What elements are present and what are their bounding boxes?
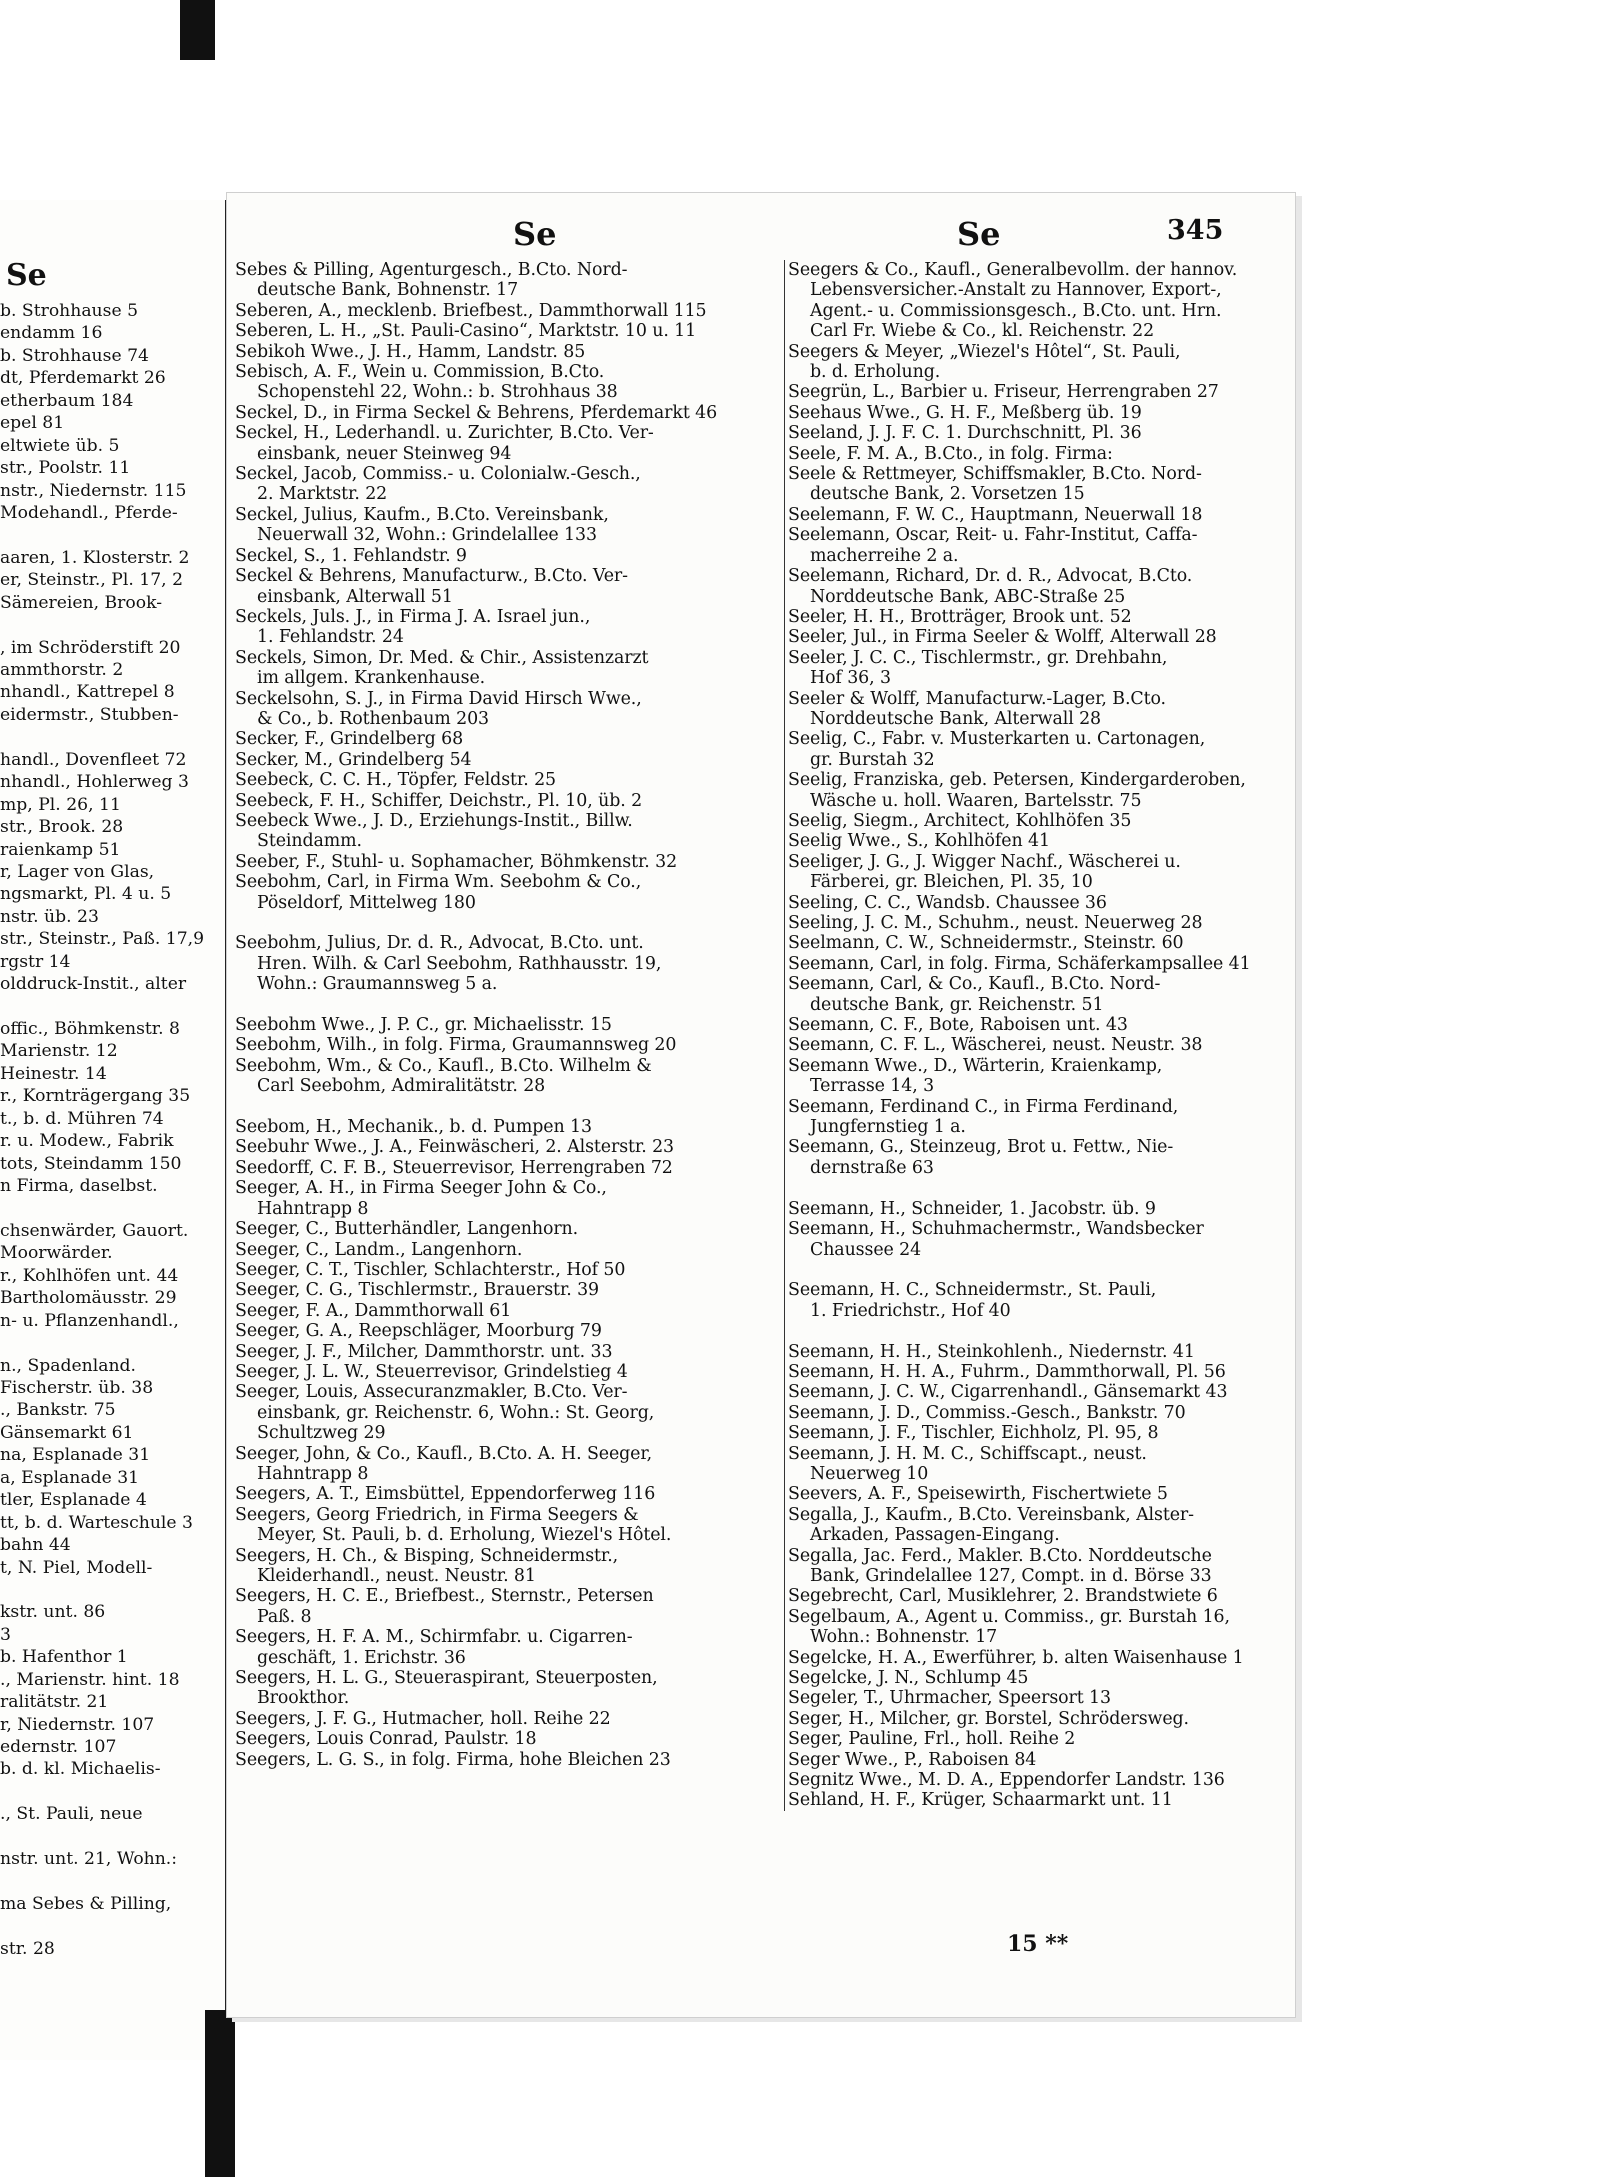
directory-entry-line: Wohn.: Graumannsweg 5 a. xyxy=(257,974,498,995)
directory-entry-line: epel 81 xyxy=(0,413,65,434)
directory-entry-line: Seemann, J. H. M. C., Schiffscapt., neust. xyxy=(788,1443,1147,1464)
directory-entry-line: Seevers, A. F., Speisewirth, Fischertwiete 5 xyxy=(788,1484,1168,1505)
directory-entry-line: geschäft, 1. Erichstr. 36 xyxy=(257,1647,466,1668)
directory-entry-line: Hof 36, 3 xyxy=(810,668,891,689)
directory-entry-line: mp, Pl. 26, 11 xyxy=(0,794,121,815)
directory-entry-line: dernstraße 63 xyxy=(810,1157,934,1178)
directory-entry-line: Seebohm, Wilh., in folg. Firma, Graumannsweg 20 xyxy=(235,1035,677,1056)
column-header-right: Se xyxy=(957,215,1001,253)
directory-entry-line: Seegers, Louis Conrad, Paulstr. 18 xyxy=(235,1729,537,1750)
directory-entry-line: Sebikoh Wwe., J. H., Hamm, Landstr. 85 xyxy=(235,341,586,362)
directory-entry-line: t, N. Piel, Modell- xyxy=(0,1557,153,1578)
directory-entry-line: Schopenstehl 22, Wohn.: b. Strohhaus 38 xyxy=(257,382,618,403)
directory-entry-line: er, Steinstr., Pl. 17, 2 xyxy=(0,570,184,591)
directory-entry-line: olddruck-Instit., alter xyxy=(0,974,187,995)
directory-entry-line: Segelcke, H. A., Ewerführer, b. alten Waisenhause 1 xyxy=(788,1647,1244,1668)
directory-entry-line: Seeger, C., Landm., Langenhorn. xyxy=(235,1239,523,1260)
directory-entry-line: n Firma, daselbst. xyxy=(0,1176,158,1197)
directory-entry-line xyxy=(0,726,225,748)
directory-entry-line: Seckel, Jacob, Commiss.- u. Colonialw.-Gesch., xyxy=(235,464,641,485)
directory-entry-line: b. Hafenthor 1 xyxy=(0,1647,128,1668)
directory-entry-line: Modehandl., Pferde- xyxy=(0,502,178,523)
directory-entry-line: Seeger, C. T., Tischler, Schlachterstr., Hof 50 xyxy=(235,1259,626,1280)
directory-entry-line: Seele, F. M. A., B.Cto., in folg. Firma: xyxy=(788,443,1113,464)
directory-entry-line: Seemann, J. C. W., Cigarrenhandl., Gänsemarkt 43 xyxy=(788,1382,1228,1403)
directory-entry-line xyxy=(0,614,225,636)
directory-entry-line: Seckel, D., in Firma Seckel & Behrens, Pferdemarkt 46 xyxy=(235,402,718,423)
directory-entry-line: Paß. 8 xyxy=(257,1606,312,1627)
directory-entry-line: Seeger, Louis, Assecuranzmakler, B.Cto. Ver- xyxy=(235,1382,628,1403)
directory-entry-line: Seemann, G., Steinzeug, Brot u. Fettw., Nie- xyxy=(788,1137,1174,1158)
directory-entry-line: Hren. Wilh. & Carl Seebohm, Rathhausstr. 19, xyxy=(257,953,662,974)
directory-entry-line: deutsche Bank, 2. Vorsetzen 15 xyxy=(810,484,1085,505)
binding-spine xyxy=(205,2010,235,2177)
directory-entry-line: Seegers, H. C. E., Briefbest., Sternstr., Petersen xyxy=(235,1586,654,1607)
directory-entry-line xyxy=(0,1579,225,1601)
directory-entry-line: Seemann, H., Schuhmachermstr., Wandsbecker xyxy=(788,1219,1204,1240)
directory-entry-line: Seeler, J. C. C., Tischlermstr., gr. Drehbahn, xyxy=(788,647,1168,668)
directory-entry-line: Seemann, J. D., Commiss.-Gesch., Bankstr. 70 xyxy=(788,1402,1186,1423)
directory-entry-line: Moorwärder. xyxy=(0,1243,113,1264)
directory-entry-line: Norddeutsche Bank, Alterwall 28 xyxy=(810,708,1102,729)
directory-entry-line: Färberei, gr. Bleichen, Pl. 35, 10 xyxy=(810,872,1093,893)
directory-entry-line: Carl Fr. Wiebe & Co., kl. Reichenstr. 22 xyxy=(810,321,1155,342)
left-page-lines xyxy=(0,300,225,1960)
directory-entry-line: ralitätstr. 21 xyxy=(0,1692,109,1713)
directory-entry-line: Seegers, L. G. S., in folg. Firma, hohe Bleichen 23 xyxy=(235,1749,671,1770)
directory-entry-line: b. Strohhause 74 xyxy=(0,345,149,366)
directory-entry-line: Seberen, L. H., „St. Pauli-Casino“, Marktstr. 10 u. 11 xyxy=(235,321,697,342)
directory-entry-line: Seberen, A., mecklenb. Briefbest., Dammthorwall 115 xyxy=(235,300,707,321)
directory-entry-line xyxy=(0,1916,225,1938)
directory-entry-line: str. 28 xyxy=(0,1938,55,1959)
directory-entry-line: edernstr. 107 xyxy=(0,1737,117,1757)
directory-entry-line: Segnitz Wwe., M. D. A., Eppendorfer Landstr. 136 xyxy=(788,1770,1225,1791)
left-page-fragment xyxy=(0,200,227,2060)
directory-entry-line: Seeler, H. H., Brotträger, Brook unt. 52 xyxy=(788,606,1132,627)
directory-entry-line xyxy=(235,1097,780,1117)
directory-entry-line: endamm 16 xyxy=(0,323,103,344)
directory-entry-line: Seeler, Jul., in Firma Seeler & Wolff, Alterwall 28 xyxy=(788,627,1217,648)
directory-entry-line: offic., Böhmkenstr. 8 xyxy=(0,1019,180,1039)
directory-entry-line: Seeger, C. G., Tischlermstr., Brauerstr. 39 xyxy=(235,1280,600,1301)
directory-entry-line: nstr., Niedernstr. 115 xyxy=(0,480,187,501)
directory-entry-line: Secker, M., Grindelberg 54 xyxy=(235,749,472,770)
directory-entry-line: Seeling, J. C. M., Schuhm., neust. Neuerweg 28 xyxy=(788,913,1203,933)
directory-entry-line: & Co., b. Rothenbaum 203 xyxy=(257,708,490,729)
directory-entry-line: nhandl., Kattrepel 8 xyxy=(0,682,175,703)
directory-entry-line: Segalla, J., Kaufm., B.Cto. Vereinsbank, Alster- xyxy=(788,1504,1194,1525)
directory-entry-line: Seeler & Wolff, Manufacturw.-Lager, B.Cto. xyxy=(788,688,1166,709)
directory-entry-line: Seemann, Ferdinand C., in Firma Ferdinand, xyxy=(788,1096,1179,1117)
directory-entry-line xyxy=(788,1260,1293,1280)
directory-entry-line xyxy=(235,913,780,933)
directory-entry-line: Fischerstr. üb. 38 xyxy=(0,1378,154,1398)
directory-entry-line: Seebohm, Julius, Dr. d. R., Advocat, B.Cto. unt. xyxy=(235,933,644,954)
directory-entry-line: Seeger, John, & Co., Kaufl., B.Cto. A. H. Seeger, xyxy=(235,1443,653,1464)
directory-entry-line: gr. Burstah 32 xyxy=(810,749,935,770)
directory-entry-line: b. Strohhause 5 xyxy=(0,301,139,321)
directory-entry-line: Segeler, T., Uhrmacher, Speersort 13 xyxy=(788,1688,1111,1709)
directory-column-right xyxy=(784,260,1293,1811)
directory-entry-line: tots, Steindamm 150 xyxy=(0,1153,182,1174)
page-number: 345 xyxy=(1167,215,1224,246)
directory-entry-line: Seeger, C., Butterhändler, Langenhorn. xyxy=(235,1219,579,1240)
column-header-left: Se xyxy=(513,215,557,253)
directory-entry-line: Neuerwall 32, Wohn.: Grindelallee 133 xyxy=(257,525,597,546)
directory-entry-line: Terrasse 14, 3 xyxy=(810,1076,935,1097)
directory-entry-line: Seeliger, J. G., J. Wigger Nachf., Wäscherei u. xyxy=(788,851,1181,872)
directory-column-left xyxy=(235,260,780,1770)
directory-entry-line: Seckel, H., Lederhandl. u. Zurichter, B.Cto. Ver- xyxy=(235,423,654,444)
directory-entry-line: etherbaum 184 xyxy=(0,390,134,411)
directory-entry-line: Segelcke, J. N., Schlump 45 xyxy=(788,1668,1029,1689)
directory-entry-line: Heinestr. 14 xyxy=(0,1063,107,1084)
directory-entry-line: Marienstr. 12 xyxy=(0,1041,118,1062)
directory-entry-line: Kleiderhandl., neust. Neustr. 81 xyxy=(257,1566,536,1586)
directory-entry-line: Seelig, Siegm., Architect, Kohlhöfen 35 xyxy=(788,810,1132,831)
directory-entry-line: Sehland, H. F., Krüger, Schaarmarkt unt. 11 xyxy=(788,1790,1173,1811)
directory-entry-line: im allgem. Krankenhause. xyxy=(257,668,486,689)
directory-entry-line: Seelig Wwe., S., Kohlhöfen 41 xyxy=(788,831,1050,852)
directory-entry-line: Seemann, C. F., Bote, Raboisen unt. 43 xyxy=(788,1015,1128,1036)
directory-entry-line: nstr. unt. 21, Wohn.: xyxy=(0,1849,178,1870)
directory-entry-line xyxy=(0,1332,225,1354)
directory-entry-line xyxy=(788,1321,1293,1341)
directory-entry-line: Seeger, J. F., Milcher, Dammthorstr. unt. 33 xyxy=(235,1341,613,1362)
directory-entry-line: r. u. Modew., Fabrik xyxy=(0,1131,174,1152)
directory-entry-line: Seebom, H., Mechanik., b. d. Pumpen 13 xyxy=(235,1117,592,1138)
directory-entry-line: Seemann, C. F. L., Wäscherei, neust. Neustr. 38 xyxy=(788,1035,1203,1056)
directory-entry-line: Secker, F., Grindelberg 68 xyxy=(235,729,464,750)
directory-entry-line: Seelemann, Richard, Dr. d. R., Advocat, B.Cto. xyxy=(788,566,1193,587)
directory-entry-line: str., Steinstr., Paß. 17,9 xyxy=(0,929,205,950)
directory-entry-line: Seemann, H. C., Schneidermstr., St. Pauli, xyxy=(788,1280,1157,1301)
directory-entry-line: bahn 44 xyxy=(0,1535,71,1556)
directory-entry-line: Seckel, Julius, Kaufm., B.Cto. Vereinsbank, xyxy=(235,504,609,525)
directory-entry-line xyxy=(0,1826,225,1848)
directory-entry-line: Norddeutsche Bank, ABC-Straße 25 xyxy=(810,586,1126,607)
directory-entry-line: 1. Fehlandstr. 24 xyxy=(257,627,404,648)
directory-entry-line: Wohn.: Bohnenstr. 17 xyxy=(810,1627,998,1648)
directory-entry-line: dt, Pferdemarkt 26 xyxy=(0,368,166,389)
directory-entry-line: Seegers, A. T., Eimsbüttel, Eppendorferweg 116 xyxy=(235,1484,656,1505)
directory-entry-line xyxy=(0,996,225,1018)
directory-entry-line: Segebrecht, Carl, Musiklehrer, 2. Brandstwiete 6 xyxy=(788,1586,1218,1607)
directory-entry-line: n- u. Pflanzenhandl., xyxy=(0,1310,179,1331)
directory-entry-line: Sämereien, Brook- xyxy=(0,592,163,613)
directory-entry-line: Seegers & Co., Kaufl., Generalbevollm. der hannov. xyxy=(788,260,1238,280)
directory-entry-line: r., Kohlhöfen unt. 44 xyxy=(0,1265,179,1286)
directory-entry-line: einsbank, Alterwall 51 xyxy=(257,586,453,607)
directory-entry-line: Seele & Rettmeyer, Schiffsmakler, B.Cto. Nord- xyxy=(788,464,1202,485)
directory-entry-line: Seemann, Carl, in folg. Firma, Schäferkampsallee 41 xyxy=(788,953,1251,974)
directory-entry-line: nstr. üb. 23 xyxy=(0,906,99,927)
directory-entry-line: Seegers, H. L. G., Steueraspirant, Steuerposten, xyxy=(235,1668,658,1689)
directory-entry-line: Steindamm. xyxy=(257,831,362,852)
directory-entry-line: raienkamp 51 xyxy=(0,839,121,860)
directory-entry-line: b. d. Erholung. xyxy=(810,362,941,383)
directory-entry-line: Seemann, H., Schneider, 1. Jacobstr. üb. 9 xyxy=(788,1198,1156,1219)
directory-entry-line xyxy=(235,995,780,1015)
directory-entry-line: na, Esplanade 31 xyxy=(0,1445,151,1466)
directory-entry-line: tt, b. d. Warteschule 3 xyxy=(0,1512,193,1533)
directory-entry-line: b. d. kl. Michaelis- xyxy=(0,1759,161,1780)
directory-entry-line: Chaussee 24 xyxy=(810,1239,922,1260)
directory-entry-line: ammthorstr. 2 xyxy=(0,660,124,680)
directory-entry-line: eltwiete üb. 5 xyxy=(0,435,120,456)
directory-entry-line: Seckels, Juls. J., in Firma J. A. Israel jun., xyxy=(235,606,591,627)
directory-entry-line: Seemann, J. F., Tischler, Eichholz, Pl. 95, 8 xyxy=(788,1423,1159,1444)
directory-entry-line: Lebensversicher.-Anstalt zu Hannover, Export-, xyxy=(810,280,1222,301)
directory-entry-line: Hahntrapp 8 xyxy=(257,1198,369,1219)
directory-entry-line: Seebohm, Wm., & Co., Kaufl., B.Cto. Wilhelm & xyxy=(235,1055,652,1076)
directory-entry-line: Seelmann, C. W., Schneidermstr., Steinstr. 60 xyxy=(788,933,1184,954)
directory-entry-line: Seelig, C., Fabr. v. Musterkarten u. Cartonagen, xyxy=(788,729,1206,750)
directory-entry-line: 2. Marktstr. 22 xyxy=(257,484,388,505)
directory-entry-line xyxy=(0,1871,225,1893)
directory-entry-line: Seegers & Meyer, „Wiezel's Hôtel“, St. Pauli, xyxy=(788,341,1181,362)
directory-entry-line: Seger, Pauline, Frl., holl. Reihe 2 xyxy=(788,1729,1076,1750)
left-page-header: Se xyxy=(6,258,47,293)
directory-entry-line: 3 xyxy=(0,1624,11,1645)
directory-entry-line xyxy=(0,1198,225,1220)
directory-entry-line: Seelemann, F. W. C., Hauptmann, Neuerwall 18 xyxy=(788,504,1203,525)
directory-entry-line: aaren, 1. Klosterstr. 2 xyxy=(0,547,190,568)
directory-entry-line: Seelig, Franziska, geb. Petersen, Kindergarderoben, xyxy=(788,770,1246,791)
directory-entry-line: deutsche Bank, Bohnenstr. 17 xyxy=(257,280,519,301)
directory-entry-line: handl., Dovenfleet 72 xyxy=(0,749,187,770)
directory-entry-line: Agent.- u. Commissionsgesch., B.Cto. unt. Hrn. xyxy=(810,300,1222,321)
directory-entry-line: Seehaus Wwe., G. H. F., Meßberg üb. 19 xyxy=(788,402,1142,423)
directory-entry-line: Seeling, C. C., Wandsb. Chaussee 36 xyxy=(788,892,1107,913)
directory-entry-line: nhandl., Hohlerweg 3 xyxy=(0,772,189,793)
directory-entry-line: Seegers, H. F. A. M., Schirmfabr. u. Cigarren- xyxy=(235,1627,633,1648)
directory-entry-line: Seeger, G. A., Reepschläger, Moorburg 79 xyxy=(235,1321,602,1342)
directory-entry-line: Seeger, F. A., Dammthorwall 61 xyxy=(235,1300,512,1321)
directory-entry-line: macherreihe 2 a. xyxy=(810,545,959,566)
directory-entry-line: Seegers, J. F. G., Hutmacher, holl. Reihe 22 xyxy=(235,1708,611,1729)
directory-entry-line: Seebuhr Wwe., J. A., Feinwäscheri, 2. Alsterstr. 23 xyxy=(235,1137,674,1158)
directory-entry-line: Seebeck, F. H., Schiffer, Deichstr., Pl. 10, üb. 2 xyxy=(235,790,643,811)
directory-entry-line: Hahntrapp 8 xyxy=(257,1463,369,1484)
directory-entry-line: Bartholomäusstr. 29 xyxy=(0,1288,177,1309)
directory-entry-line: Sebisch, A. F., Wein u. Commission, B.Cto. xyxy=(235,362,605,383)
directory-entry-line: Seger, H., Milcher, gr. Borstel, Schrödersweg. xyxy=(788,1708,1189,1729)
directory-entry-line: Seelemann, Oscar, Reit- u. Fahr-Institut, Caffa- xyxy=(788,525,1198,546)
directory-entry-line: Seckel, S., 1. Fehlandstr. 9 xyxy=(235,545,467,566)
directory-entry-line: Seebeck, C. C. H., Töpfer, Feldstr. 25 xyxy=(235,770,557,791)
directory-entry-line: Seebohm Wwe., J. P. C., gr. Michaelisstr. 15 xyxy=(235,1015,612,1036)
binding-shadow xyxy=(180,0,215,60)
directory-entry-line: Schultzweg 29 xyxy=(257,1423,386,1444)
directory-entry-line: Seebeck Wwe., J. D., Erziehungs-Instit., Billw. xyxy=(235,810,633,831)
directory-entry-line: Seckelsohn, S. J., in Firma David Hirsch Wwe., xyxy=(235,688,642,709)
directory-entry-line: einsbank, gr. Reichenstr. 6, Wohn.: St. Georg, xyxy=(257,1402,655,1423)
directory-entry-line: Seeber, F., Stuhl- u. Sophamacher, Böhmkenstr. 32 xyxy=(235,851,678,872)
directory-entry-line: ., St. Pauli, neue xyxy=(0,1804,143,1825)
directory-entry-line: kstr. unt. 86 xyxy=(0,1602,106,1623)
directory-entry-line: einsbank, neuer Steinweg 94 xyxy=(257,443,512,464)
directory-entry-line: Jungfernstieg 1 a. xyxy=(810,1117,966,1138)
directory-entry-line xyxy=(0,1781,225,1803)
directory-entry-line: Seger Wwe., P., Raboisen 84 xyxy=(788,1749,1037,1770)
directory-entry-line xyxy=(0,524,225,546)
directory-entry-line: Segalla, Jac. Ferd., Makler. B.Cto. Norddeutsche xyxy=(788,1545,1212,1566)
directory-entry-line: ., Marienstr. hint. 18 xyxy=(0,1669,180,1690)
directory-entry-line: str., Poolstr. 11 xyxy=(0,458,131,479)
directory-entry-line: chsenwärder, Gauort. xyxy=(0,1220,189,1241)
directory-entry-line: r, Niedernstr. 107 xyxy=(0,1714,155,1735)
directory-entry-line: Seebohm, Carl, in Firma Wm. Seebohm & Co., xyxy=(235,872,642,893)
directory-entry-line: n., Spadenland. xyxy=(0,1355,137,1376)
directory-entry-line: Segelbaum, A., Agent u. Commiss., gr. Burstah 16, xyxy=(788,1606,1230,1627)
directory-entry-line: ma Sebes & Pilling, xyxy=(0,1894,172,1915)
directory-page xyxy=(226,192,1296,2018)
directory-entry-line: Seeger, A. H., in Firma Seeger John & Co., xyxy=(235,1178,607,1199)
directory-entry-line: Seemann, H. H., Steinkohlenh., Niedernstr. 41 xyxy=(788,1341,1195,1362)
directory-entry-line: Wäsche u. holl. Waaren, Bartelsstr. 75 xyxy=(810,790,1142,811)
directory-entry-line: Seckels, Simon, Dr. Med. & Chir., Assistenzarzt xyxy=(235,647,649,668)
directory-entry-line: Neuerweg 10 xyxy=(810,1463,929,1484)
directory-entry-line: Seedorff, C. F. B., Steuerrevisor, Herrengraben 72 xyxy=(235,1157,673,1178)
directory-entry-line: a, Esplanade 31 xyxy=(0,1467,140,1488)
directory-entry-line: Seegers, Georg Friedrich, in Firma Seegers & xyxy=(235,1504,639,1525)
directory-entry-line: Seemann, Carl, & Co., Kaufl., B.Cto. Nord- xyxy=(788,974,1161,995)
directory-entry-line: Seeger, J. L. W., Steuerrevisor, Grindelstieg 4 xyxy=(235,1361,628,1382)
directory-entry-line: Seemann, H. H. A., Fuhrm., Dammthorwall, Pl. 56 xyxy=(788,1361,1226,1382)
directory-entry-line: eidermstr., Stubben- xyxy=(0,704,179,725)
directory-entry-line: Sebes & Pilling, Agenturgesch., B.Cto. Nord- xyxy=(235,260,628,280)
directory-entry-line: r, Lager von Glas, xyxy=(0,861,155,882)
directory-entry-line: , im Schröderstift 20 xyxy=(0,637,181,658)
directory-entry-line: ngsmarkt, Pl. 4 u. 5 xyxy=(0,884,172,905)
directory-entry-line: Bank, Grindelallee 127, Compt. in d. Börse 33 xyxy=(810,1566,1212,1586)
directory-entry-line: 1. Friedrichstr., Hof 40 xyxy=(810,1300,1011,1321)
directory-entry-line: str., Brook. 28 xyxy=(0,817,124,838)
directory-entry-line: Carl Seebohm, Admiralitätstr. 28 xyxy=(257,1076,546,1097)
directory-entry-line: ., Bankstr. 75 xyxy=(0,1400,116,1421)
directory-entry-line: Seegers, H. Ch., & Bisping, Schneidermstr., xyxy=(235,1545,619,1566)
directory-entry-line: Seemann Wwe., D., Wärterin, Kraienkamp, xyxy=(788,1055,1163,1076)
directory-entry-line xyxy=(788,1178,1293,1198)
directory-entry-line: Brookthor. xyxy=(257,1688,350,1709)
directory-entry-line: tler, Esplanade 4 xyxy=(0,1490,147,1511)
directory-entry-line: Gänsemarkt 61 xyxy=(0,1422,134,1443)
signature-mark: 15 ** xyxy=(1007,1931,1069,1957)
directory-entry-line: rgstr 14 xyxy=(0,951,71,972)
directory-entry-line: Seeland, J. J. F. C. 1. Durchschnitt, Pl. 36 xyxy=(788,423,1142,444)
directory-entry-line: Seckel & Behrens, Manufacturw., B.Cto. Ver- xyxy=(235,566,628,587)
directory-entry-line: deutsche Bank, gr. Reichenstr. 51 xyxy=(810,994,1104,1015)
directory-entry-line: r., Kornträgergang 35 xyxy=(0,1086,191,1107)
directory-entry-line: Pöseldorf, Mittelweg 180 xyxy=(257,892,476,913)
directory-entry-line: Meyer, St. Pauli, b. d. Erholung, Wiezel's Hôtel. xyxy=(257,1525,672,1546)
directory-entry-line: t., b. d. Mühren 74 xyxy=(0,1108,164,1129)
directory-entry-line: Arkaden, Passagen-Eingang. xyxy=(810,1525,1060,1546)
directory-entry-line: Seegrün, L., Barbier u. Friseur, Herrengraben 27 xyxy=(788,382,1219,403)
